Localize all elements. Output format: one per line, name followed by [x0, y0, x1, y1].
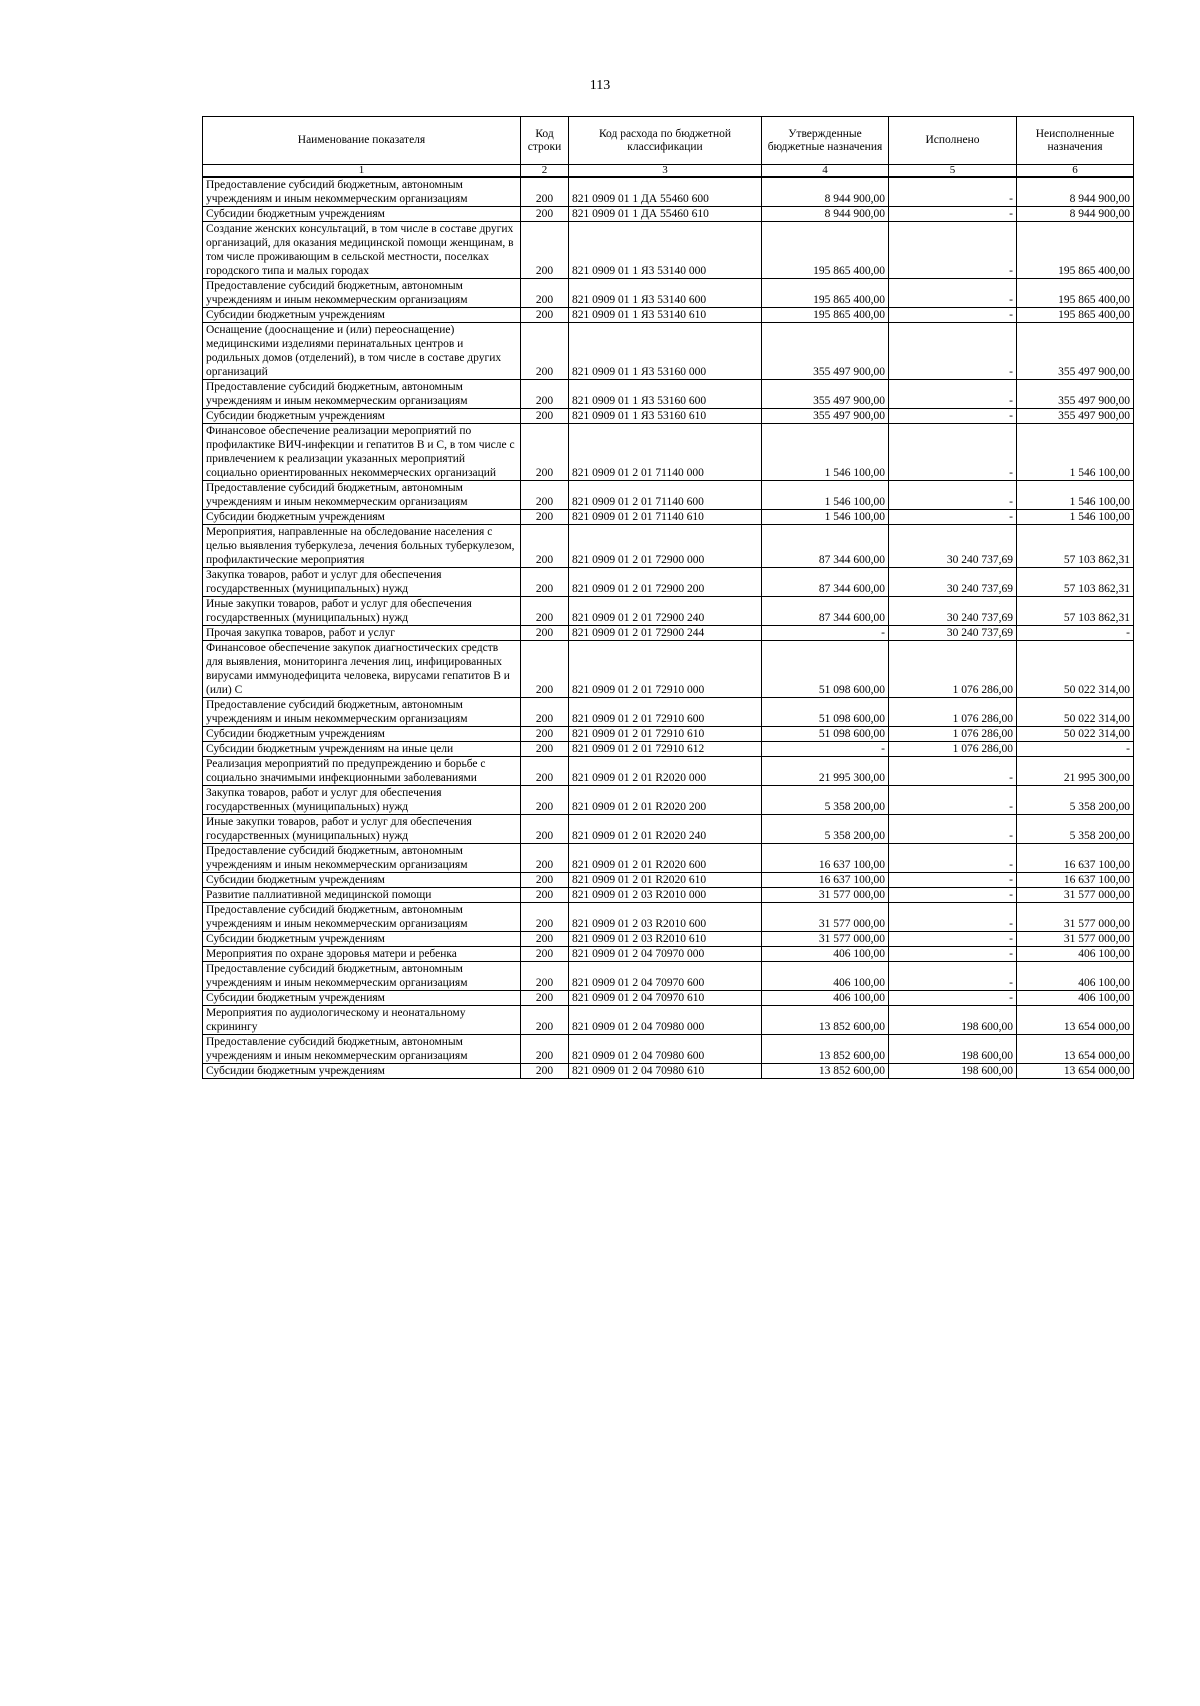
executed-amount-cell: 198 600,00	[889, 1035, 1017, 1064]
approved-amount-cell: 195 865 400,00	[762, 308, 889, 323]
table-row	[203, 177, 1134, 207]
executed-amount-cell: -	[889, 207, 1017, 222]
executed-amount-cell: 198 600,00	[889, 1006, 1017, 1035]
table-row	[203, 962, 1134, 991]
indicator-name-cell: Финансовое обеспечение реализации мероприятий по профилактике ВИЧ-инфекции и гепатитов В и С, в том числе с привлечением к реализации указанных мероприятий социально ориентированных некоммерческих организаций	[203, 424, 521, 481]
indicator-name-cell: Предоставление субсидий бюджетным, автономным учреждениям и иным некоммерческим организациям	[203, 962, 521, 991]
budget-code-cell: 821 0909 01 2 01 72910 600	[569, 698, 762, 727]
indicator-name-cell: Иные закупки товаров, работ и услуг для обеспечения государственных (муниципальных) нужд	[203, 597, 521, 626]
budget-code-cell: 821 0909 01 2 04 70970 000	[569, 947, 762, 962]
header-budget-code: Код расхода по бюджетной классификации	[569, 117, 762, 165]
line-code-cell: 200	[521, 626, 569, 641]
approved-amount-cell: 5 358 200,00	[762, 786, 889, 815]
column-number-row	[203, 165, 1134, 178]
table-row	[203, 308, 1134, 323]
executed-amount-cell: -	[889, 873, 1017, 888]
budget-code-cell: 821 0909 01 2 01 72910 000	[569, 641, 762, 698]
approved-amount-cell: 13 852 600,00	[762, 1035, 889, 1064]
indicator-name-cell: Предоставление субсидий бюджетным, автономным учреждениям и иным некоммерческим организациям	[203, 844, 521, 873]
approved-amount-cell: 31 577 000,00	[762, 903, 889, 932]
approved-amount-cell: 5 358 200,00	[762, 815, 889, 844]
table-row	[203, 207, 1134, 222]
line-code-cell: 200	[521, 323, 569, 380]
remaining-amount-cell: 13 654 000,00	[1017, 1064, 1134, 1079]
remaining-amount-cell: 5 358 200,00	[1017, 815, 1134, 844]
line-code-cell: 200	[521, 786, 569, 815]
executed-amount-cell: 1 076 286,00	[889, 698, 1017, 727]
header-executed: Исполнено	[889, 117, 1017, 165]
executed-amount-cell: -	[889, 947, 1017, 962]
table-row	[203, 903, 1134, 932]
approved-amount-cell: 355 497 900,00	[762, 409, 889, 424]
header-name: Наименование показателя	[203, 117, 521, 165]
table-row	[203, 742, 1134, 757]
approved-amount-cell: 21 995 300,00	[762, 757, 889, 786]
table-row	[203, 279, 1134, 308]
remaining-amount-cell: -	[1017, 626, 1134, 641]
indicator-name-cell: Предоставление субсидий бюджетным, автономным учреждениям и иным некоммерческим организациям	[203, 380, 521, 409]
line-code-cell: 200	[521, 698, 569, 727]
indicator-name-cell: Предоставление субсидий бюджетным, автономным учреждениям и иным некоммерческим организациям	[203, 279, 521, 308]
line-code-cell: 200	[521, 279, 569, 308]
remaining-amount-cell: 5 358 200,00	[1017, 786, 1134, 815]
line-code-cell: 200	[521, 525, 569, 568]
executed-amount-cell: -	[889, 815, 1017, 844]
table-row	[203, 1006, 1134, 1035]
table-body	[203, 177, 1134, 1079]
budget-code-cell: 821 0909 01 1 ДА 55460 610	[569, 207, 762, 222]
approved-amount-cell: 355 497 900,00	[762, 323, 889, 380]
budget-code-cell: 821 0909 01 1 Я3 53140 610	[569, 308, 762, 323]
budget-code-cell: 821 0909 01 1 Я3 53160 600	[569, 380, 762, 409]
budget-code-cell: 821 0909 01 2 01 72910 612	[569, 742, 762, 757]
table-row	[203, 626, 1134, 641]
line-code-cell: 200	[521, 481, 569, 510]
line-code-cell: 200	[521, 641, 569, 698]
budget-code-cell: 821 0909 01 1 ДА 55460 600	[569, 177, 762, 207]
budget-code-cell: 821 0909 01 2 04 70970 600	[569, 962, 762, 991]
remaining-amount-cell: 50 022 314,00	[1017, 641, 1134, 698]
remaining-amount-cell: 57 103 862,31	[1017, 568, 1134, 597]
indicator-name-cell: Закупка товаров, работ и услуг для обеспечения государственных (муниципальных) нужд	[203, 786, 521, 815]
line-code-cell: 200	[521, 888, 569, 903]
budget-code-cell: 821 0909 01 2 03 R2010 610	[569, 932, 762, 947]
remaining-amount-cell: 355 497 900,00	[1017, 380, 1134, 409]
line-code-cell: 200	[521, 962, 569, 991]
budget-code-cell: 821 0909 01 2 03 R2010 600	[569, 903, 762, 932]
line-code-cell: 200	[521, 815, 569, 844]
line-code-cell: 200	[521, 597, 569, 626]
executed-amount-cell: -	[889, 279, 1017, 308]
executed-amount-cell: -	[889, 991, 1017, 1006]
executed-amount-cell: 1 076 286,00	[889, 641, 1017, 698]
remaining-amount-cell: 31 577 000,00	[1017, 903, 1134, 932]
indicator-name-cell: Мероприятия, направленные на обследование населения с целью выявления туберкулеза, лечения больных туберкулезом, профилактические мероприятия	[203, 525, 521, 568]
approved-amount-cell: 195 865 400,00	[762, 279, 889, 308]
line-code-cell: 200	[521, 991, 569, 1006]
budget-code-cell: 821 0909 01 2 04 70980 600	[569, 1035, 762, 1064]
remaining-amount-cell: 13 654 000,00	[1017, 1035, 1134, 1064]
line-code-cell: 200	[521, 1006, 569, 1035]
executed-amount-cell: 1 076 286,00	[889, 727, 1017, 742]
remaining-amount-cell: 195 865 400,00	[1017, 279, 1134, 308]
executed-amount-cell: -	[889, 510, 1017, 525]
remaining-amount-cell: 406 100,00	[1017, 962, 1134, 991]
table-row	[203, 525, 1134, 568]
approved-amount-cell: 31 577 000,00	[762, 888, 889, 903]
approved-amount-cell: 51 098 600,00	[762, 727, 889, 742]
table-row	[203, 757, 1134, 786]
indicator-name-cell: Предоставление субсидий бюджетным, автономным учреждениям и иным некоммерческим организациям	[203, 1035, 521, 1064]
remaining-amount-cell: 8 944 900,00	[1017, 207, 1134, 222]
indicator-name-cell: Субсидии бюджетным учреждениям	[203, 932, 521, 947]
approved-amount-cell: 51 098 600,00	[762, 698, 889, 727]
remaining-amount-cell: 57 103 862,31	[1017, 597, 1134, 626]
table-row	[203, 323, 1134, 380]
budget-code-cell: 821 0909 01 2 01 72900 000	[569, 525, 762, 568]
approved-amount-cell: 355 497 900,00	[762, 380, 889, 409]
budget-code-cell: 821 0909 01 2 01 R2020 610	[569, 873, 762, 888]
remaining-amount-cell: 16 637 100,00	[1017, 844, 1134, 873]
executed-amount-cell: 30 240 737,69	[889, 568, 1017, 597]
approved-amount-cell: 51 098 600,00	[762, 641, 889, 698]
page-number: 113	[589, 78, 611, 93]
column-number: 6	[1017, 165, 1134, 178]
line-code-cell: 200	[521, 742, 569, 757]
line-code-cell: 200	[521, 409, 569, 424]
executed-amount-cell: -	[889, 308, 1017, 323]
line-code-cell: 200	[521, 424, 569, 481]
table-row	[203, 597, 1134, 626]
table-row	[203, 424, 1134, 481]
column-number: 2	[521, 165, 569, 178]
line-code-cell: 200	[521, 757, 569, 786]
remaining-amount-cell: 1 546 100,00	[1017, 481, 1134, 510]
header-row	[203, 117, 1134, 165]
remaining-amount-cell: 1 546 100,00	[1017, 424, 1134, 481]
executed-amount-cell: -	[889, 962, 1017, 991]
budget-code-cell: 821 0909 01 2 01 72910 610	[569, 727, 762, 742]
remaining-amount-cell: 8 944 900,00	[1017, 177, 1134, 207]
executed-amount-cell: -	[889, 222, 1017, 279]
remaining-amount-cell: 355 497 900,00	[1017, 409, 1134, 424]
header-remaining: Неисполненные назначения	[1017, 117, 1134, 165]
table-row	[203, 727, 1134, 742]
column-number: 1	[203, 165, 521, 178]
column-number: 3	[569, 165, 762, 178]
indicator-name-cell: Предоставление субсидий бюджетным, автономным учреждениям и иным некоммерческим организациям	[203, 903, 521, 932]
table-row	[203, 510, 1134, 525]
budget-code-cell: 821 0909 01 2 01 72900 244	[569, 626, 762, 641]
approved-amount-cell: 1 546 100,00	[762, 510, 889, 525]
column-number: 4	[762, 165, 889, 178]
executed-amount-cell: 198 600,00	[889, 1064, 1017, 1079]
budget-code-cell: 821 0909 01 2 01 R2020 600	[569, 844, 762, 873]
approved-amount-cell: 13 852 600,00	[762, 1064, 889, 1079]
budget-code-cell: 821 0909 01 1 Я3 53160 000	[569, 323, 762, 380]
table-row	[203, 932, 1134, 947]
remaining-amount-cell: 16 637 100,00	[1017, 873, 1134, 888]
approved-amount-cell: 195 865 400,00	[762, 222, 889, 279]
indicator-name-cell: Мероприятия по охране здоровья матери и ребенка	[203, 947, 521, 962]
approved-amount-cell: 16 637 100,00	[762, 873, 889, 888]
approved-amount-cell: -	[762, 626, 889, 641]
remaining-amount-cell: -	[1017, 742, 1134, 757]
indicator-name-cell: Субсидии бюджетным учреждениям	[203, 510, 521, 525]
budget-code-cell: 821 0909 01 2 01 R2020 240	[569, 815, 762, 844]
executed-amount-cell: -	[889, 177, 1017, 207]
remaining-amount-cell: 21 995 300,00	[1017, 757, 1134, 786]
table-row	[203, 698, 1134, 727]
budget-code-cell: 821 0909 01 2 01 72900 200	[569, 568, 762, 597]
budget-code-cell: 821 0909 01 1 Я3 53140 600	[569, 279, 762, 308]
table-row	[203, 947, 1134, 962]
table-row	[203, 380, 1134, 409]
line-code-cell: 200	[521, 308, 569, 323]
executed-amount-cell: 30 240 737,69	[889, 626, 1017, 641]
indicator-name-cell: Развитие паллиативной медицинской помощи	[203, 888, 521, 903]
budget-code-cell: 821 0909 01 2 03 R2010 000	[569, 888, 762, 903]
column-number: 5	[889, 165, 1017, 178]
executed-amount-cell: -	[889, 424, 1017, 481]
indicator-name-cell: Субсидии бюджетным учреждениям	[203, 207, 521, 222]
budget-code-cell: 821 0909 01 2 01 71140 000	[569, 424, 762, 481]
indicator-name-cell: Мероприятия по аудиологическому и неонатальному скринингу	[203, 1006, 521, 1035]
table-row	[203, 873, 1134, 888]
line-code-cell: 200	[521, 727, 569, 742]
indicator-name-cell: Создание женских консультаций, в том числе в составе других организаций, для оказания медицинской помощи женщинам, в том числе проживающим в сельской местности, поселках городского типа и малых городах	[203, 222, 521, 279]
indicator-name-cell: Реализация мероприятий по предупреждению и борьбе с социально значимыми инфекционными заболеваниями	[203, 757, 521, 786]
indicator-name-cell: Прочая закупка товаров, работ и услуг	[203, 626, 521, 641]
remaining-amount-cell: 57 103 862,31	[1017, 525, 1134, 568]
approved-amount-cell: -	[762, 742, 889, 757]
approved-amount-cell: 1 546 100,00	[762, 424, 889, 481]
approved-amount-cell: 406 100,00	[762, 962, 889, 991]
budget-code-cell: 821 0909 01 2 04 70980 000	[569, 1006, 762, 1035]
table-row	[203, 222, 1134, 279]
indicator-name-cell: Субсидии бюджетным учреждениям	[203, 727, 521, 742]
executed-amount-cell: -	[889, 481, 1017, 510]
remaining-amount-cell: 1 546 100,00	[1017, 510, 1134, 525]
indicator-name-cell: Субсидии бюджетным учреждениям	[203, 873, 521, 888]
remaining-amount-cell: 195 865 400,00	[1017, 308, 1134, 323]
indicator-name-cell: Закупка товаров, работ и услуг для обеспечения государственных (муниципальных) нужд	[203, 568, 521, 597]
line-code-cell: 200	[521, 568, 569, 597]
indicator-name-cell: Субсидии бюджетным учреждениям	[203, 1064, 521, 1079]
executed-amount-cell: -	[889, 903, 1017, 932]
executed-amount-cell: -	[889, 409, 1017, 424]
executed-amount-cell: -	[889, 757, 1017, 786]
indicator-name-cell: Субсидии бюджетным учреждениям	[203, 991, 521, 1006]
remaining-amount-cell: 50 022 314,00	[1017, 727, 1134, 742]
indicator-name-cell: Иные закупки товаров, работ и услуг для обеспечения государственных (муниципальных) нужд	[203, 815, 521, 844]
line-code-cell: 200	[521, 222, 569, 279]
indicator-name-cell: Оснащение (дооснащение и (или) переоснащение) медицинскими изделиями перинатальных центров и родильных домов (отделений), в том числе в составе других организаций	[203, 323, 521, 380]
table-row	[203, 815, 1134, 844]
approved-amount-cell: 406 100,00	[762, 991, 889, 1006]
table-row	[203, 888, 1134, 903]
line-code-cell: 200	[521, 510, 569, 525]
budget-code-cell: 821 0909 01 2 01 71140 610	[569, 510, 762, 525]
line-code-cell: 200	[521, 844, 569, 873]
remaining-amount-cell: 50 022 314,00	[1017, 698, 1134, 727]
executed-amount-cell: -	[889, 323, 1017, 380]
line-code-cell: 200	[521, 1035, 569, 1064]
line-code-cell: 200	[521, 207, 569, 222]
line-code-cell: 200	[521, 380, 569, 409]
remaining-amount-cell: 406 100,00	[1017, 991, 1134, 1006]
approved-amount-cell: 87 344 600,00	[762, 525, 889, 568]
line-code-cell: 200	[521, 1064, 569, 1079]
line-code-cell: 200	[521, 177, 569, 207]
report-table	[202, 116, 1134, 1079]
approved-amount-cell: 87 344 600,00	[762, 597, 889, 626]
executed-amount-cell: -	[889, 888, 1017, 903]
approved-amount-cell: 406 100,00	[762, 947, 889, 962]
approved-amount-cell: 16 637 100,00	[762, 844, 889, 873]
approved-amount-cell: 8 944 900,00	[762, 177, 889, 207]
executed-amount-cell: 30 240 737,69	[889, 525, 1017, 568]
executed-amount-cell: 30 240 737,69	[889, 597, 1017, 626]
table-row	[203, 641, 1134, 698]
budget-code-cell: 821 0909 01 2 01 R2020 200	[569, 786, 762, 815]
table-row	[203, 1064, 1134, 1079]
budget-code-cell: 821 0909 01 2 01 71140 600	[569, 481, 762, 510]
budget-code-cell: 821 0909 01 1 Я3 53160 610	[569, 409, 762, 424]
table-row	[203, 481, 1134, 510]
remaining-amount-cell: 195 865 400,00	[1017, 222, 1134, 279]
table-row	[203, 568, 1134, 597]
remaining-amount-cell: 31 577 000,00	[1017, 888, 1134, 903]
table-row	[203, 1035, 1134, 1064]
approved-amount-cell: 1 546 100,00	[762, 481, 889, 510]
budget-code-cell: 821 0909 01 1 Я3 53140 000	[569, 222, 762, 279]
line-code-cell: 200	[521, 903, 569, 932]
line-code-cell: 200	[521, 932, 569, 947]
line-code-cell: 200	[521, 947, 569, 962]
indicator-name-cell: Финансовое обеспечение закупок диагностических средств для выявления, мониторинга лечения лиц, инфицированных вирусами иммунодефицита человека, вирусами гепатитов В и (или) С	[203, 641, 521, 698]
table-row	[203, 409, 1134, 424]
line-code-cell: 200	[521, 873, 569, 888]
indicator-name-cell: Предоставление субсидий бюджетным, автономным учреждениям и иным некоммерческим организациям	[203, 481, 521, 510]
remaining-amount-cell: 31 577 000,00	[1017, 932, 1134, 947]
table-row	[203, 786, 1134, 815]
budget-code-cell: 821 0909 01 2 01 R2020 000	[569, 757, 762, 786]
remaining-amount-cell: 355 497 900,00	[1017, 323, 1134, 380]
indicator-name-cell: Субсидии бюджетным учреждениям на иные цели	[203, 742, 521, 757]
budget-code-cell: 821 0909 01 2 04 70970 610	[569, 991, 762, 1006]
approved-amount-cell: 31 577 000,00	[762, 932, 889, 947]
table-row	[203, 991, 1134, 1006]
executed-amount-cell: -	[889, 844, 1017, 873]
indicator-name-cell: Предоставление субсидий бюджетным, автономным учреждениям и иным некоммерческим организациям	[203, 698, 521, 727]
budget-code-cell: 821 0909 01 2 01 72900 240	[569, 597, 762, 626]
executed-amount-cell: -	[889, 380, 1017, 409]
executed-amount-cell: -	[889, 786, 1017, 815]
remaining-amount-cell: 406 100,00	[1017, 947, 1134, 962]
header-approved: Утвержденные бюджетные назначения	[762, 117, 889, 165]
budget-code-cell: 821 0909 01 2 04 70980 610	[569, 1064, 762, 1079]
table-row	[203, 844, 1134, 873]
header-line-code: Код строки	[521, 117, 569, 165]
indicator-name-cell: Субсидии бюджетным учреждениям	[203, 308, 521, 323]
executed-amount-cell: 1 076 286,00	[889, 742, 1017, 757]
indicator-name-cell: Предоставление субсидий бюджетным, автономным учреждениям и иным некоммерческим организациям	[203, 177, 521, 207]
approved-amount-cell: 13 852 600,00	[762, 1006, 889, 1035]
approved-amount-cell: 87 344 600,00	[762, 568, 889, 597]
approved-amount-cell: 8 944 900,00	[762, 207, 889, 222]
indicator-name-cell: Субсидии бюджетным учреждениям	[203, 409, 521, 424]
remaining-amount-cell: 13 654 000,00	[1017, 1006, 1134, 1035]
executed-amount-cell: -	[889, 932, 1017, 947]
